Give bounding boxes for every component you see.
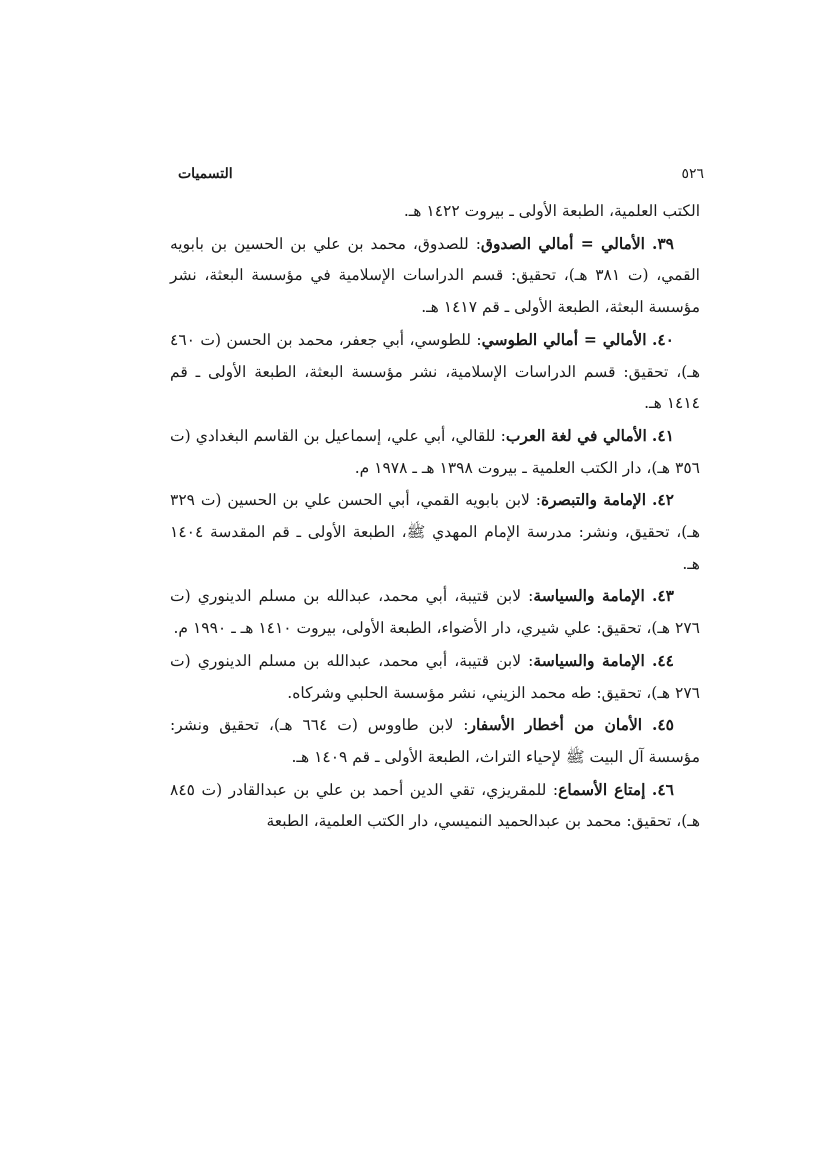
page-number: ٥٢٦	[681, 166, 704, 182]
entry-title: الإمامة والسياسة	[533, 586, 645, 606]
bibliography-entry	[170, 484, 700, 580]
running-title: التسميات	[178, 166, 233, 182]
entry-text: : للصدوق، محمد بن علي بن الحسين بن بابويه القمي، (ت ٣٨١ هـ)، تحقيق: قسم الدراسات الإسلامية في مؤسسة البعثة، نشر مؤسسة البعثة، الطبعة الأولى ـ قم ١٤١٧ هـ.	[170, 234, 700, 317]
page-body	[170, 196, 700, 838]
continuation-line: الكتب العلمية، الطبعة الأولى ـ بيروت ١٤٢٢ هـ.	[403, 202, 700, 220]
entry-title: الإمامة والسياسة	[533, 650, 645, 670]
entry-number: ٤١.	[651, 425, 674, 445]
entry-number: ٤٠.	[651, 329, 674, 349]
bibliography-entry	[170, 709, 700, 773]
bibliography-entry	[170, 580, 700, 644]
bibliography-entry	[170, 774, 700, 838]
bibliography-entry	[170, 420, 700, 484]
entry-title: الإمامة والتبصرة	[540, 490, 647, 510]
bibliography-entry	[170, 324, 700, 420]
bibliography-entry	[170, 645, 700, 709]
entry-text: : للمقريزي، تقي الدين أحمد بن علي بن عبدالقادر (ت ٨٤٥ هـ)، تحقيق: محمد بن عبدالحميد النميسي، دار الكتب العلمية، الطبعة	[170, 780, 700, 831]
entry-number: ٤٣.	[651, 586, 674, 606]
entry-text: : لابن قتيبة، أبي محمد، عبدالله بن مسلم الدينوري (ت ٢٧٦ هـ)، تحقيق: طه محمد الزيني، نشر مؤسسة الحلبي وشركاه.	[170, 651, 700, 702]
entry-title: الأمالي في لغة العرب	[505, 425, 647, 445]
entry-title: الأمان من أخطار الأسفار	[468, 715, 643, 735]
entry-number: ٤٥.	[651, 715, 674, 735]
entry-number: ٤٤.	[651, 650, 674, 670]
bibliography-entry	[170, 228, 700, 324]
entry-text: : للطوسي، أبي جعفر، محمد بن الحسن (ت ٤٦٠ هـ)، تحقيق: قسم الدراسات الإسلامية، نشر مؤسسة البعثة، الطبعة الأولى ـ قم ١٤١٤ هـ.	[170, 330, 700, 413]
entry-text: : لابن طاووس (ت ٦٦٤ هـ)، تحقيق ونشر: مؤسسة آل البيت ﷺ لإحياء التراث، الطبعة الأولى ـ قم ١٤٠٩ هـ.	[170, 716, 700, 766]
entry-title: الأمالي = أمالي الصدوق	[480, 233, 645, 253]
entry-number: ٤٢.	[651, 490, 674, 510]
entry-text: : لابن قتيبة، أبي محمد، عبدالله بن مسلم الدينوري (ت ٢٧٦ هـ)، تحقيق: علي شيري، دار الأضواء، الطبعة الأولى، بيروت ١٤١٠ هـ ـ ١٩٩٠ م.	[170, 587, 700, 638]
entry-title: الأمالي = أمالي الطوسي	[481, 329, 647, 349]
entry-text: : لابن بابويه القمي، أبي الحسن علي بن الحسين (ت ٣٢٩ هـ)، تحقيق، ونشر: مدرسة الإمام المهدي ﷺ، الطبعة الأولى ـ قم المقدسة ١٤٠٤ هـ.	[170, 491, 700, 573]
entry-number: ٣٩.	[651, 233, 674, 253]
page-header	[178, 163, 704, 185]
entry-text: : للقالي، أبي علي، إسماعيل بن القاسم البغدادي (ت ٣٥٦ هـ)، دار الكتب العلمية ـ بيروت ١٣٩٨ هـ ـ ١٩٧٨ م.	[170, 426, 700, 477]
entry-title: إمتاع الأسماع	[558, 779, 646, 799]
entry-number: ٤٦.	[651, 779, 674, 799]
